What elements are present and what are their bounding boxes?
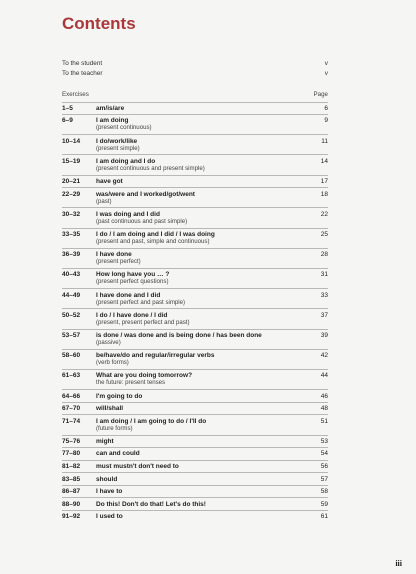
entry-title: I was doing and I did (96, 210, 160, 218)
entry-title: is done / was done and is being done / has been done (96, 331, 262, 339)
toc-entry (62, 187, 328, 207)
toc-entry (62, 472, 328, 485)
page-header: Page (313, 91, 328, 99)
exercise-range: 15–19 (62, 157, 81, 165)
entry-title: I'm going to do (96, 392, 143, 400)
entry-page: 56 (320, 463, 328, 471)
toc-entry (62, 268, 328, 288)
entry-body (96, 251, 308, 266)
exercise-range: 36–39 (62, 251, 81, 259)
entry-page: 61 (320, 513, 328, 521)
exercise-range: 91–92 (62, 513, 81, 521)
toc-entry (62, 510, 328, 523)
toc-entry (62, 154, 328, 174)
entry-page: 18 (320, 190, 328, 198)
entry-subtitle: (future forms) (96, 424, 133, 432)
intro-page: v (324, 69, 328, 77)
entry-subtitle: (present simple) (96, 144, 140, 152)
exercise-range: 40–43 (62, 271, 81, 279)
toc-entry (62, 114, 328, 134)
toc-entry (62, 248, 328, 268)
toc-entry (62, 435, 328, 448)
exercise-range: 10–14 (62, 137, 81, 145)
toc-entry (62, 447, 328, 460)
toc-entry (62, 329, 328, 349)
entry-body (96, 438, 308, 445)
toc-entry (62, 349, 328, 369)
exercise-range: 33–35 (62, 231, 81, 239)
entry-body (96, 513, 308, 520)
entry-subtitle: (present perfect and past simple) (96, 298, 186, 306)
entry-body (96, 501, 308, 508)
intro-row (62, 59, 328, 69)
exercise-range: 30–32 (62, 210, 81, 218)
entry-title: How long have you … ? (96, 271, 170, 279)
entry-body (96, 271, 308, 286)
toc-entry (62, 175, 328, 188)
entry-title: will/shall (96, 405, 124, 413)
exercise-range: 75–76 (62, 437, 81, 445)
entry-subtitle: (past) (96, 197, 112, 205)
entry-body (96, 450, 308, 457)
exercise-range: 61–63 (62, 372, 81, 380)
exercise-range: 88–90 (62, 500, 81, 508)
exercise-range: 22–29 (62, 190, 81, 198)
entry-body (96, 463, 308, 470)
entry-page: 22 (320, 210, 328, 218)
exercise-range: 71–74 (62, 417, 81, 425)
entry-title: might (96, 437, 114, 445)
exercise-range: 53–57 (62, 331, 81, 339)
intro-label: To the teacher (62, 69, 103, 77)
entry-title: should (96, 475, 118, 483)
entry-page: 14 (320, 157, 328, 165)
entry-body (96, 352, 308, 367)
entry-title: have got (96, 178, 123, 186)
toc-entry (62, 497, 328, 510)
entry-subtitle: the future: present tenses (96, 379, 166, 387)
entry-page: 17 (320, 178, 328, 186)
entry-body (96, 231, 308, 246)
entry-title: be/have/do and regular/irregular verbs (96, 352, 215, 360)
entry-subtitle: (present continuous and present simple) (96, 164, 205, 172)
exercise-range: 83–85 (62, 475, 81, 483)
entries-list (62, 102, 328, 523)
entry-body (96, 332, 308, 347)
entry-page: 48 (320, 405, 328, 413)
toc-entry (62, 460, 328, 473)
entry-subtitle: (present perfect questions) (96, 278, 169, 286)
intro-section (62, 59, 328, 78)
entry-body (96, 418, 308, 433)
entry-page: 37 (320, 311, 328, 319)
exercise-range: 50–52 (62, 311, 81, 319)
entry-title: Do this! Don't do that! Let's do this! (96, 500, 206, 508)
entry-title: am/is/are (96, 104, 125, 112)
entry-page: 11 (321, 137, 328, 145)
entry-page: 57 (320, 475, 328, 483)
toc-entry (62, 369, 328, 389)
entry-subtitle: (passive) (96, 338, 121, 346)
entry-page: 9 (324, 117, 328, 125)
entry-body (96, 405, 308, 412)
entry-subtitle: (present continuous) (96, 124, 152, 132)
exercise-range: 77–80 (62, 450, 81, 458)
entry-body (96, 393, 308, 400)
intro-page: v (324, 60, 328, 68)
exercises-header: Exercises (62, 91, 89, 99)
toc-entry (62, 402, 328, 415)
entry-body (96, 117, 308, 132)
entry-body (96, 138, 308, 153)
exercise-range: 1–5 (62, 104, 73, 112)
entry-body (96, 211, 308, 226)
exercise-range: 20–21 (62, 178, 81, 186)
entry-page: 6 (324, 104, 328, 112)
entry-body (96, 476, 308, 483)
exercise-range: 67–70 (62, 405, 81, 413)
exercise-range: 44–49 (62, 291, 81, 299)
exercise-range: 64–66 (62, 392, 81, 400)
entry-page: 42 (320, 352, 328, 360)
entry-page: 58 (320, 488, 328, 496)
entry-page: 31 (320, 271, 328, 279)
entry-body (96, 158, 308, 173)
entry-body (96, 372, 308, 387)
entry-subtitle: (verb forms) (96, 359, 129, 367)
intro-label: To the student (62, 60, 103, 68)
exercise-range: 58–60 (62, 352, 81, 360)
entry-title: I have to (96, 488, 123, 496)
entry-page: 39 (320, 331, 328, 339)
toc-entry (62, 288, 328, 308)
entry-page: 44 (320, 372, 328, 380)
toc-entry (62, 308, 328, 328)
entry-subtitle: (past continuous and past simple) (96, 217, 188, 225)
entry-title: I am doing (96, 117, 129, 125)
exercise-range: 6–9 (62, 117, 73, 125)
entry-subtitle: (present perfect) (96, 258, 141, 266)
entry-page: 25 (320, 231, 328, 239)
entry-title: What are you doing tomorrow? (96, 372, 193, 380)
entry-page: 28 (320, 251, 328, 259)
entry-title: I have done (96, 251, 132, 259)
entry-page: 59 (320, 500, 328, 508)
entry-title: I do/work/like (96, 137, 138, 145)
toc-entry (62, 485, 328, 498)
entry-title: must mustn't don't need to (96, 463, 179, 471)
entry-page: 46 (320, 392, 328, 400)
intro-row (62, 69, 328, 79)
entry-page: 53 (320, 437, 328, 445)
entry-title: I am doing / I am going to do / I'll do (96, 417, 207, 425)
page-title: Contents (62, 14, 136, 33)
entry-body (96, 488, 308, 495)
exercise-range: 86–87 (62, 488, 81, 496)
entry-title: can and could (96, 450, 140, 458)
toc-entry (62, 228, 328, 248)
entry-title: was/were and I worked/got/went (96, 190, 195, 198)
toc-entry (62, 102, 328, 115)
page-number: iii (395, 559, 402, 568)
column-headers (62, 90, 328, 100)
entry-page: 54 (320, 450, 328, 458)
toc-entry (62, 414, 328, 434)
entry-subtitle: (present, present perfect and past) (96, 318, 190, 326)
toc-entry (62, 134, 328, 154)
entry-body (96, 191, 308, 206)
entry-page: 33 (320, 291, 328, 299)
entry-body (96, 292, 308, 307)
toc-entry (62, 207, 328, 227)
entry-title: I am doing and I do (96, 157, 156, 165)
entry-subtitle: (present and past, simple and continuous) (96, 238, 210, 246)
entry-body (96, 312, 308, 327)
entry-title: I do / I have done / I did (96, 311, 168, 319)
entry-title: I used to (96, 513, 123, 521)
entry-body (96, 178, 308, 185)
entry-body (96, 105, 308, 112)
exercise-range: 81–82 (62, 463, 81, 471)
toc-entry (62, 389, 328, 402)
entry-title: I have done and I did (96, 291, 161, 299)
entry-title: I do / I am doing and I did / I was doing (96, 231, 215, 239)
entry-page: 51 (320, 417, 328, 425)
